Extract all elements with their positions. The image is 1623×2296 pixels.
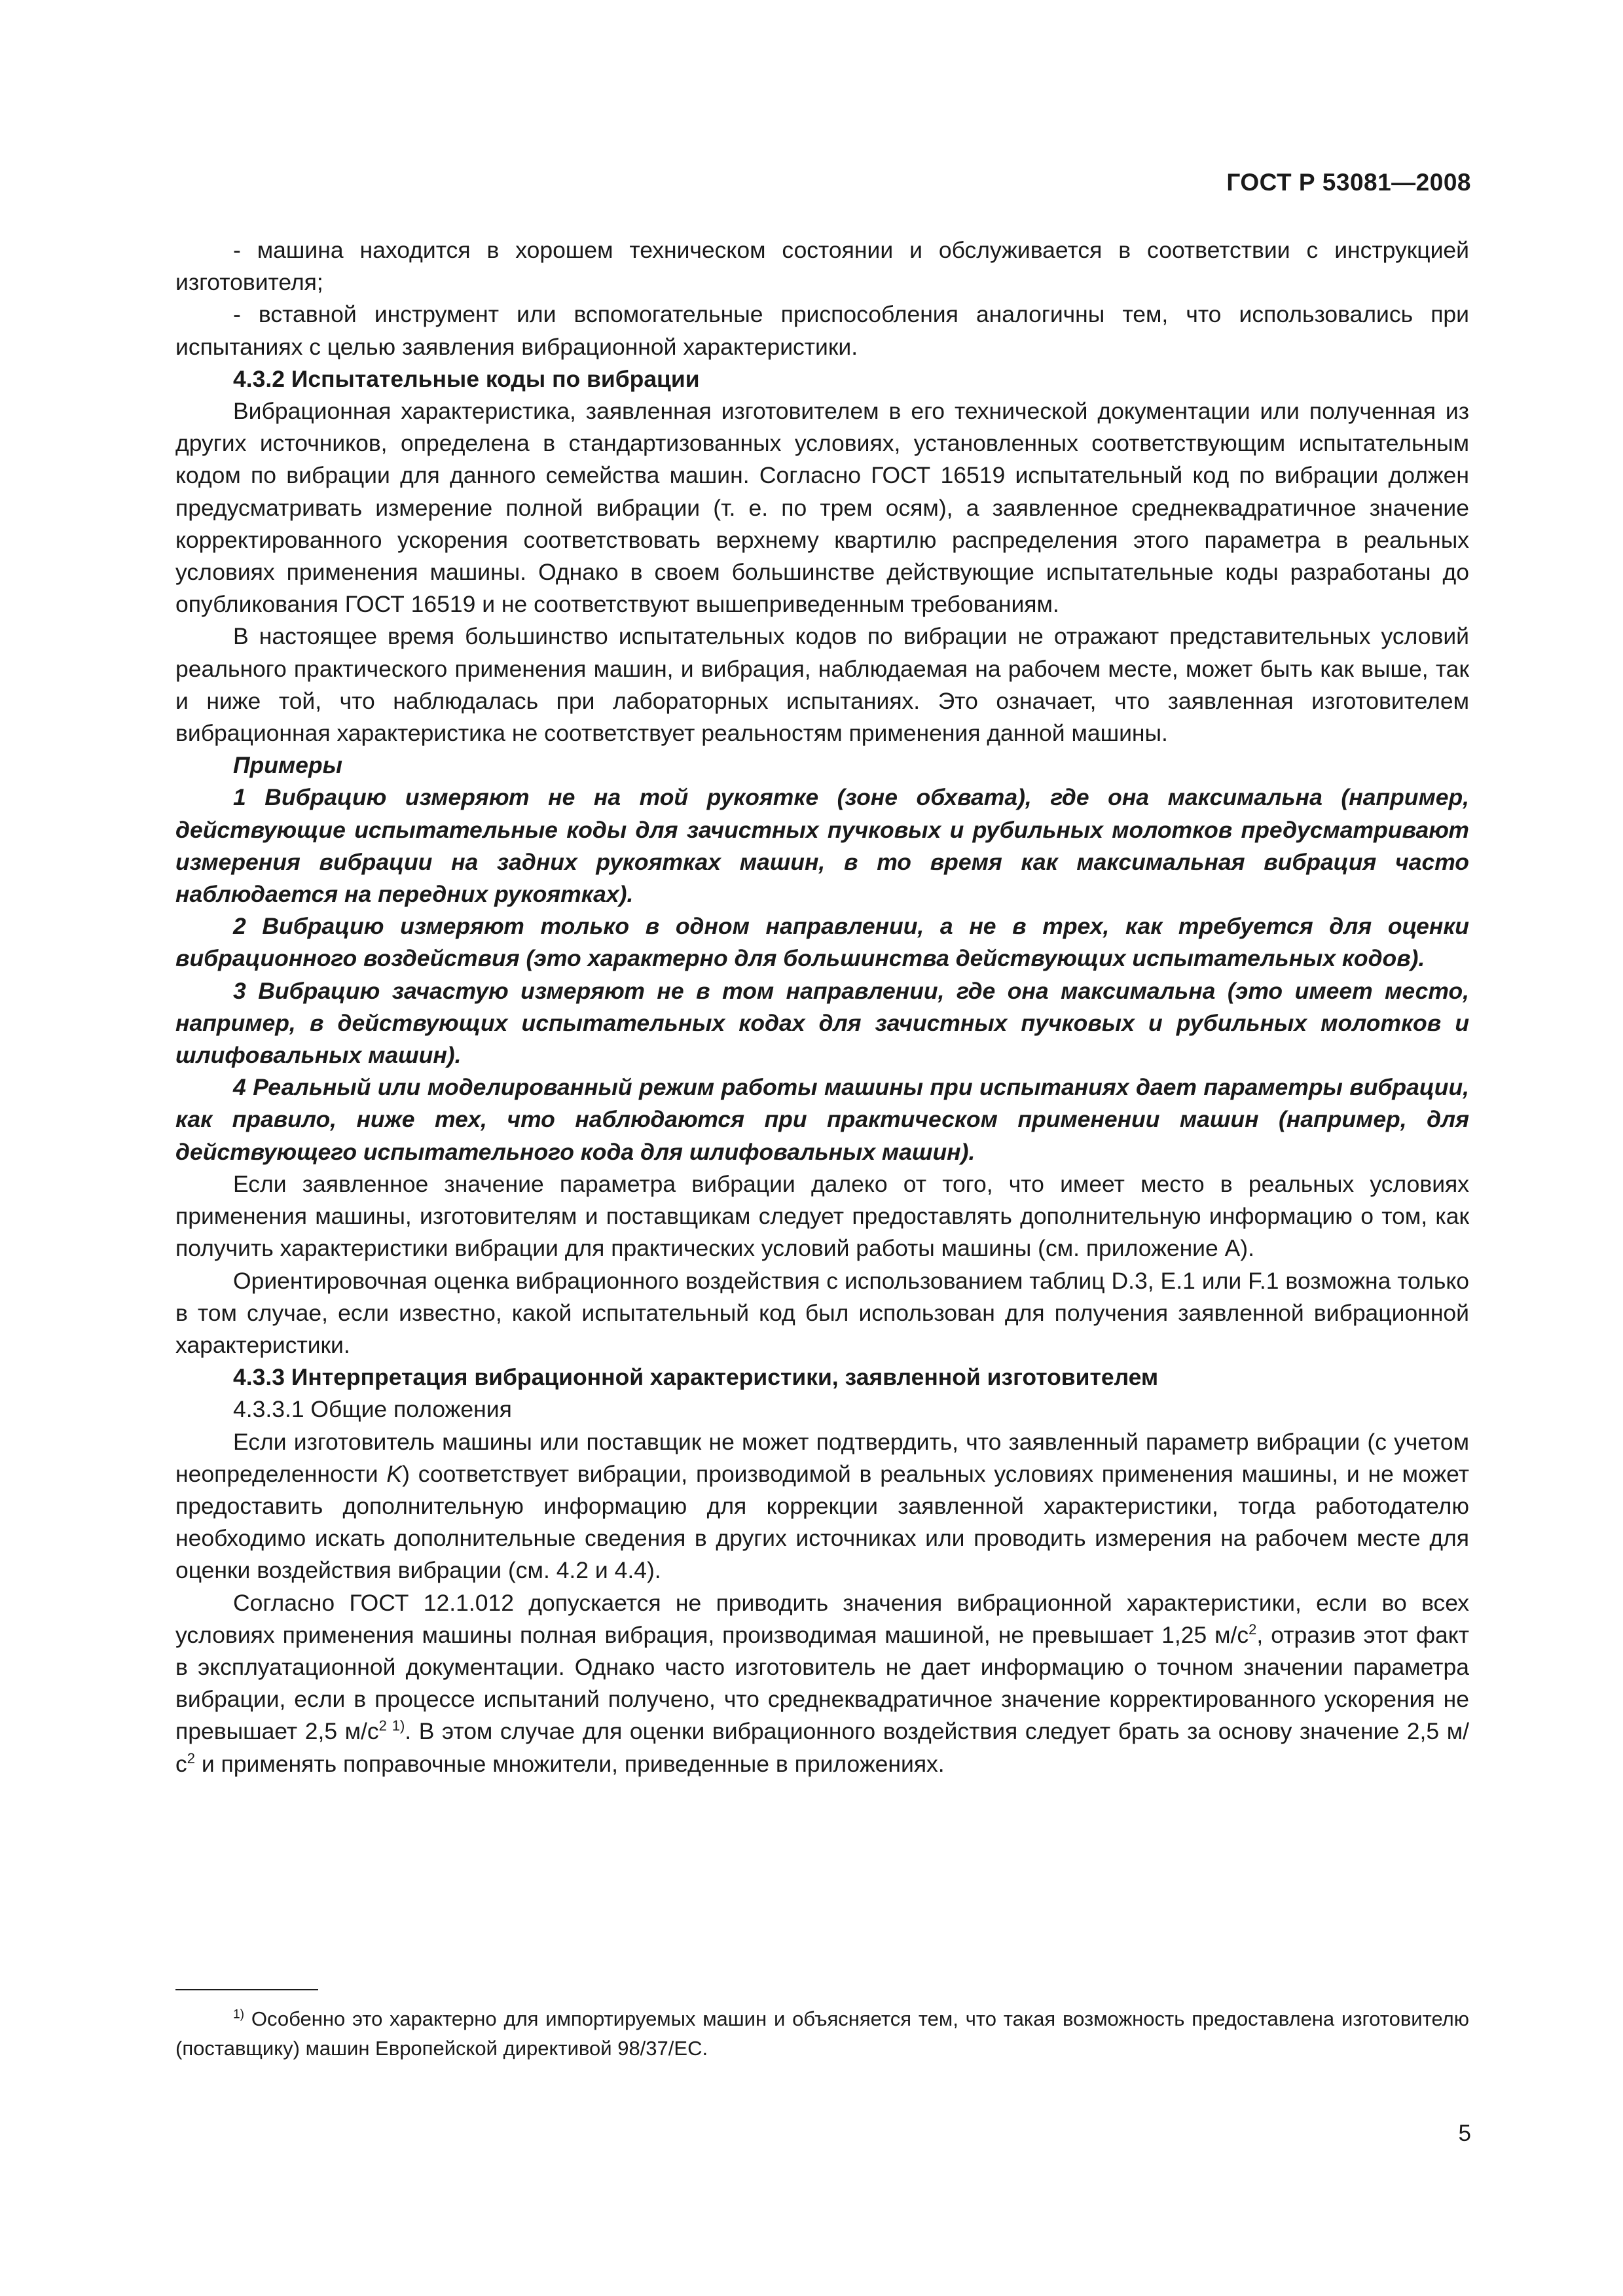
footnote-divider: [175, 1989, 318, 1990]
document-header: ГОСТ Р 53081—2008: [1226, 169, 1471, 196]
footnote-marker: 1): [233, 2007, 245, 2022]
example-2: 2 Вибрацию измеряют только в одном направлении, а не в трех, как требуется для оценки вибрационного воздействия (это характерно для большинства действующих испытательных кодов).: [175, 913, 1469, 972]
section-heading-4-3-3-1: 4.3.3.1 Общие положения: [233, 1396, 512, 1423]
text-run: ) соответствует вибрации, производимой в реальных условиях применения машины, и не может предоставить дополнительную информацию для коррекции заявленной характеристики, тогда работодателю необходимо искать дополнительные сведения в других источниках или проводить измерения на рабочем месте для оценки воздействия вибрации (см. 4.2 и 4.4).: [175, 1460, 1469, 1584]
example-3: 3 Вибрацию зачастую измеряют не в том направлении, где она максимальна (это имеет место, например, в действующих испытательных кодах для зачистных пучковых и рубильных молотков и шлифовальных машин).: [175, 977, 1469, 1069]
text-run: . В этом случае для оценки вибрационного воздействия следует брать за основу значение 2,5 м/с: [175, 1718, 1469, 1777]
paragraph-vibration-characteristic: Вибрационная характеристика, заявленная изготовителем в его технической документации или полученная из других источников, определена в стандартизованных условиях, установленных соответствующим испытательным кодом по вибрации для данного семейства машин. Согласно ГОСТ 16519 испытательный код по вибрации должен предусматривать измерение полной вибрации (т. е. по трем осям), а заявленное среднеквадратичное значение корректированного ускорения соответствовать верхнему квартилю распределения этого параметра в реальных условиях применения машины. Однако в своем большинстве действующие испытательные коды разработаны до опубликования ГОСТ 16519 и не соответствуют вышеприведенным требованиям.: [175, 398, 1469, 618]
footnote: [175, 2004, 1469, 2063]
section-heading-4-3-2: 4.3.2 Испытательные коды по вибрации: [233, 365, 700, 392]
superscript-footnote-ref: 2 1): [378, 1717, 405, 1734]
paragraph-gost-12-1-012: [175, 1587, 1469, 1780]
text-run: , отразив этот факт в эксплуатационной документации. Однако часто изготовитель не дает информацию о точном значении параметра вибрации, если в процессе испытаний получено, что среднеквадратичное значение корректированного ускорения не превышает 2,5 м/с: [175, 1621, 1469, 1745]
main-text: [175, 234, 1469, 1780]
paragraph-estimate: Ориентировочная оценка вибрационного воздействия с использованием таблиц D.3, E.1 или F.1 возможна только в том случае, если известно, какой испытательный код был использован для получения заявленной вибрационной характеристики.: [175, 1267, 1469, 1358]
page-number: 5: [1458, 2121, 1471, 2146]
text-run: Согласно ГОСТ 12.1.012 допускается не приводить значения вибрационной характеристики, если во всех условиях применения машины полная вибрация, производимая машиной, не превышает 1,25 м/с: [175, 1589, 1469, 1648]
uncertainty-symbol: K: [386, 1460, 403, 1487]
example-4: 4 Реальный или моделированный режим работы машины при испытаниях дает параметры вибрации, как правило, ниже тех, что наблюдаются при практическом применении машин (например, для действующего испытательного кода для шлифовальных машин).: [175, 1074, 1469, 1165]
paragraph-general-provisions: [175, 1426, 1469, 1587]
example-1: 1 Вибрацию измеряют не на той рукоятке (зоне обхвата), где она максимальна (например, действующие испытательные коды для зачистных пучковых и рубильных молотков предусматривают измерения вибрации на задних рукоятках машин, в то время как максимальная вибрация часто наблюдается на передних рукоятках).: [175, 784, 1469, 908]
examples-title: Примеры: [233, 752, 342, 779]
superscript: 2: [187, 1749, 195, 1767]
paragraph-condition-1: - машина находится в хорошем техническом состоянии и обслуживается в соответствии с инструкцией изготовителя;: [175, 237, 1469, 296]
section-heading-4-3-3: 4.3.3 Интерпретация вибрационной характеристики, заявленной изготовителем: [233, 1364, 1159, 1391]
superscript: 2: [1249, 1621, 1257, 1638]
paragraph-condition-2: - вставной инструмент или вспомогательные приспособления аналогичны тем, что использовались при испытаниях с целью заявления вибрационной характеристики.: [175, 301, 1469, 360]
paragraph-test-codes: В настоящее время большинство испытательных кодов по вибрации не отражают представительных условий реального практического применения машин, и вибрация, наблюдаемая на рабочем месте, может быть как выше, так и ниже той, что наблюдалась при лабораторных испытаниях. Это означает, что заявленная изготовителем вибрационная характеристика не соответствует реальностям применения данной машины.: [175, 623, 1469, 747]
text-run: Если изготовитель машины или поставщик не может подтвердить, что заявленный параметр вибрации (с учетом неопределенности: [175, 1428, 1469, 1487]
paragraph-additional-info: Если заявленное значение параметра вибрации далеко от того, что имеет место в реальных условиях применения машины, изготовителям и поставщикам следует предоставлять дополнительную информацию о том, как получить характеристики вибрации для практических условий работы машины (см. приложение А).: [175, 1170, 1469, 1262]
footnote-text: Особенно это характерно для импортируемых машин и объясняется тем, что такая возможность предоставлена изготовителю (поставщику) машин Европейской директивой 98/37/ЕС.: [175, 2007, 1469, 2060]
text-run: и применять поправочные множители, приведенные в приложениях.: [195, 1750, 945, 1777]
